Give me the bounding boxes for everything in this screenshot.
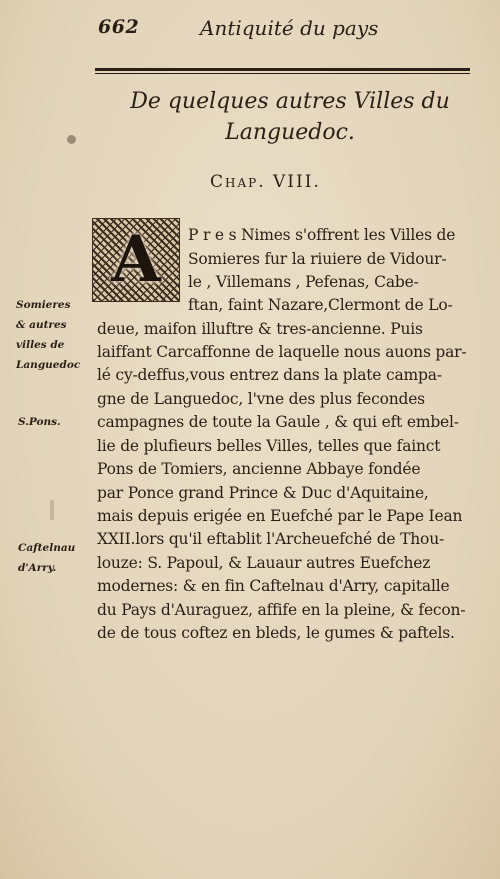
- body-line-12: par Ponce grand Prince & Duc d'Aquitaine,: [97, 484, 429, 502]
- ink-spot: [67, 135, 76, 144]
- margin-note-line: Languedoc: [16, 359, 81, 371]
- body-line-6: laiffant Carcaffonne de laquelle nous auons par-: [97, 343, 467, 361]
- margin-note-line: & autres: [16, 319, 67, 331]
- header-rule-thick: [95, 68, 470, 71]
- page-stain: [50, 500, 54, 520]
- chapter-title-line-2: Languedoc.: [225, 120, 355, 145]
- margin-note-line: villes de: [16, 339, 65, 351]
- body-line-4: ftan, faint Nazare,Clermont de Lo-: [188, 296, 453, 314]
- page-header: [0, 14, 500, 44]
- body-line-1: P r e s Nimes s'offrent les Villes de: [188, 226, 456, 244]
- body-line-3: le , Villemans , Pefenas, Cabe-: [188, 273, 419, 291]
- chapter-title-line-1: De quelques autres Villes du: [130, 89, 450, 114]
- body-line-16: modernes: & en fin Caftelnau d'Arry, capitalle: [97, 577, 450, 595]
- body-line-8: gne de Languedoc, l'vne des plus fecondes: [97, 390, 425, 408]
- page-number: 662: [98, 16, 140, 38]
- body-line-14: XXII.lors qu'il eftablit l'Archeuefché de Thou-: [97, 530, 445, 548]
- margin-note-line: S.Pons.: [18, 416, 61, 428]
- margin-note-line: Somieres: [16, 299, 71, 311]
- margin-note-line: d'Arry.: [18, 562, 57, 574]
- body-line-17: du Pays d'Auraguez, affife en la pleine, & fecon-: [97, 601, 466, 619]
- body-line-7: lé cy-deffus,vous entrez dans la plate campa-: [97, 366, 442, 384]
- header-rule-thin: [95, 73, 470, 74]
- chapter-title: [120, 86, 460, 148]
- decorated-initial: [92, 218, 180, 302]
- body-line-18: de de tous coftez en bleds, le gumes & paftels.: [97, 624, 455, 642]
- body-line-5: deue, maifon illuftre & tres-ancienne. Puis: [97, 320, 423, 338]
- body-line-10: lie de plufieurs belles Villes, telles que fainct: [97, 437, 441, 455]
- body-line-15: louze: S. Papoul, & Lauaur autres Euefchez: [97, 554, 431, 572]
- running-head: Antiquité du pays: [200, 16, 379, 40]
- margin-note-line: Caftelnau: [18, 542, 76, 554]
- margin-note-somieres: [16, 295, 96, 375]
- body-line-2: Somieres fur la riuiere de Vidour-: [188, 250, 447, 268]
- body-line-13: mais depuis erigée en Euefché par le Pape Iean: [97, 507, 463, 525]
- decorated-initial-letter: A: [111, 222, 161, 297]
- body-line-9: campagnes de toute la Gaule , & qui eft embel-: [97, 413, 459, 431]
- chapter-label: Chap. VIII.: [210, 172, 321, 192]
- margin-note-saint-pons: [18, 412, 98, 432]
- margin-note-castelnau: [18, 538, 98, 578]
- body-line-11: Pons de Tomiers, ancienne Abbaye fondée: [97, 460, 421, 478]
